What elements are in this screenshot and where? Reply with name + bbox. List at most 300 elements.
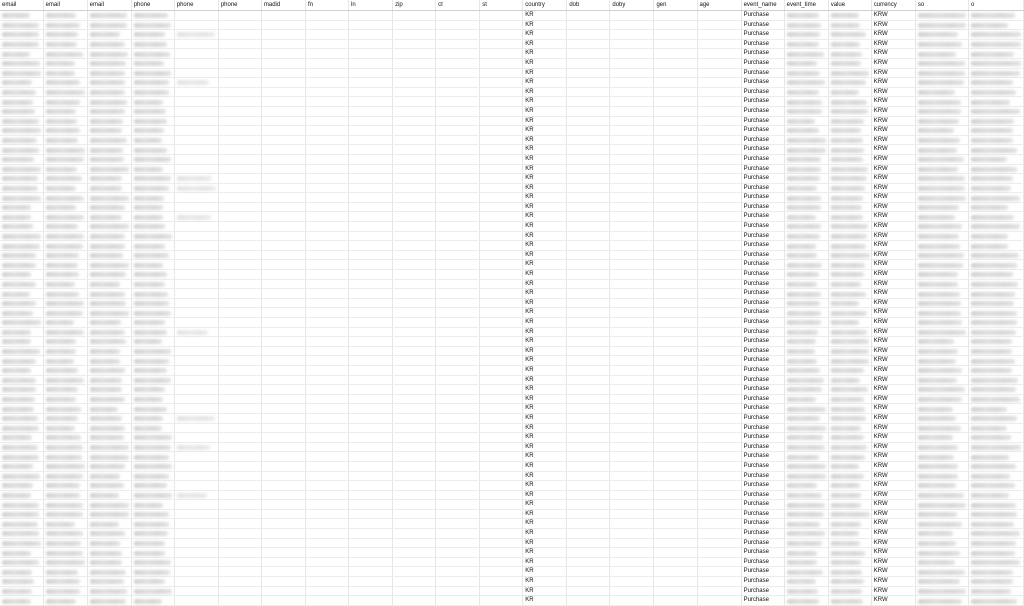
cell-currency[interactable]: KRW	[871, 260, 915, 270]
cell-fn[interactable]	[305, 500, 348, 510]
cell-event_time[interactable]	[784, 212, 828, 222]
cell-currency[interactable]: KRW	[871, 298, 915, 308]
cell-madid[interactable]	[261, 413, 305, 423]
cell-fn[interactable]	[305, 202, 348, 212]
cell-ct[interactable]	[436, 308, 480, 318]
cell-ln[interactable]	[349, 222, 393, 232]
cell-age[interactable]	[697, 461, 741, 471]
cell-event_name[interactable]: Purchase	[741, 78, 784, 88]
cell-event_name[interactable]: Purchase	[741, 212, 784, 222]
cell-st[interactable]	[480, 202, 523, 212]
cell-currency[interactable]: KRW	[871, 442, 915, 452]
cell-country[interactable]: KR	[523, 30, 567, 40]
cell-zip[interactable]	[393, 68, 436, 78]
cell-email3[interactable]	[87, 481, 131, 491]
cell-phone2[interactable]	[174, 289, 218, 299]
cell-email3[interactable]	[87, 596, 131, 606]
cell-dob[interactable]	[567, 212, 610, 222]
cell-doby[interactable]	[610, 586, 654, 596]
cell-madid[interactable]	[261, 548, 305, 558]
cell-st[interactable]	[480, 20, 523, 30]
cell-doby[interactable]	[610, 154, 654, 164]
cell-gen[interactable]	[654, 365, 697, 375]
cell-email3[interactable]	[87, 490, 131, 500]
cell-phone1[interactable]	[131, 58, 174, 68]
cell-email1[interactable]	[0, 318, 43, 328]
cell-madid[interactable]	[261, 375, 305, 385]
cell-event_time[interactable]	[784, 346, 828, 356]
cell-phone1[interactable]	[131, 596, 174, 606]
cell-st[interactable]	[480, 87, 523, 97]
cell-madid[interactable]	[261, 279, 305, 289]
cell-email3[interactable]	[87, 346, 131, 356]
cell-st[interactable]	[480, 413, 523, 423]
cell-phone3[interactable]	[218, 231, 261, 241]
cell-doby[interactable]	[610, 557, 654, 567]
cell-event_name[interactable]: Purchase	[741, 11, 784, 21]
cell-phone1[interactable]	[131, 116, 174, 126]
cell-phone1[interactable]	[131, 586, 174, 596]
cell-madid[interactable]	[261, 394, 305, 404]
cell-o[interactable]	[968, 548, 1023, 558]
cell-st[interactable]	[480, 164, 523, 174]
cell-phone1[interactable]	[131, 39, 174, 49]
cell-value[interactable]	[828, 270, 871, 280]
cell-event_name[interactable]: Purchase	[741, 567, 784, 577]
cell-phone1[interactable]	[131, 231, 174, 241]
cell-value[interactable]	[828, 87, 871, 97]
cell-gen[interactable]	[654, 212, 697, 222]
cell-phone1[interactable]	[131, 423, 174, 433]
cell-event_name[interactable]: Purchase	[741, 461, 784, 471]
cell-currency[interactable]: KRW	[871, 97, 915, 107]
column-header-st[interactable]: st	[480, 0, 523, 11]
cell-fn[interactable]	[305, 250, 348, 260]
cell-zip[interactable]	[393, 356, 436, 366]
cell-phone2[interactable]	[174, 461, 218, 471]
cell-country[interactable]: KR	[523, 481, 567, 491]
cell-age[interactable]	[697, 442, 741, 452]
cell-phone3[interactable]	[218, 433, 261, 443]
cell-value[interactable]	[828, 365, 871, 375]
cell-gen[interactable]	[654, 145, 697, 155]
cell-email3[interactable]	[87, 461, 131, 471]
cell-country[interactable]: KR	[523, 337, 567, 347]
cell-email1[interactable]	[0, 356, 43, 366]
cell-fn[interactable]	[305, 586, 348, 596]
cell-dob[interactable]	[567, 529, 610, 539]
cell-email1[interactable]	[0, 519, 43, 529]
cell-country[interactable]: KR	[523, 385, 567, 395]
cell-fn[interactable]	[305, 481, 348, 491]
cell-event_time[interactable]	[784, 337, 828, 347]
cell-dob[interactable]	[567, 39, 610, 49]
cell-phone3[interactable]	[218, 106, 261, 116]
cell-madid[interactable]	[261, 202, 305, 212]
cell-phone3[interactable]	[218, 413, 261, 423]
cell-phone1[interactable]	[131, 365, 174, 375]
cell-madid[interactable]	[261, 327, 305, 337]
cell-currency[interactable]: KRW	[871, 11, 915, 21]
cell-phone3[interactable]	[218, 193, 261, 203]
cell-event_name[interactable]: Purchase	[741, 164, 784, 174]
cell-o[interactable]	[968, 394, 1023, 404]
cell-email2[interactable]	[43, 308, 87, 318]
cell-phone3[interactable]	[218, 212, 261, 222]
cell-phone2[interactable]	[174, 433, 218, 443]
cell-event_name[interactable]: Purchase	[741, 509, 784, 519]
cell-event_name[interactable]: Purchase	[741, 279, 784, 289]
cell-zip[interactable]	[393, 174, 436, 184]
cell-currency[interactable]: KRW	[871, 164, 915, 174]
cell-fn[interactable]	[305, 327, 348, 337]
cell-o[interactable]	[968, 183, 1023, 193]
cell-ct[interactable]	[436, 337, 480, 347]
cell-zip[interactable]	[393, 116, 436, 126]
cell-email3[interactable]	[87, 135, 131, 145]
column-header-email2[interactable]: email	[43, 0, 87, 11]
cell-phone2[interactable]	[174, 30, 218, 40]
cell-phone2[interactable]	[174, 481, 218, 491]
cell-so[interactable]	[915, 413, 968, 423]
cell-so[interactable]	[915, 471, 968, 481]
cell-event_name[interactable]: Purchase	[741, 241, 784, 251]
cell-country[interactable]: KR	[523, 413, 567, 423]
cell-event_time[interactable]	[784, 298, 828, 308]
cell-zip[interactable]	[393, 519, 436, 529]
cell-event_time[interactable]	[784, 318, 828, 328]
cell-ln[interactable]	[349, 145, 393, 155]
cell-o[interactable]	[968, 318, 1023, 328]
cell-value[interactable]	[828, 385, 871, 395]
cell-email3[interactable]	[87, 231, 131, 241]
column-header-age[interactable]: age	[697, 0, 741, 11]
cell-st[interactable]	[480, 49, 523, 59]
cell-phone1[interactable]	[131, 385, 174, 395]
cell-fn[interactable]	[305, 260, 348, 270]
column-header-so[interactable]: so	[915, 0, 968, 11]
cell-phone1[interactable]	[131, 356, 174, 366]
cell-ct[interactable]	[436, 289, 480, 299]
cell-value[interactable]	[828, 490, 871, 500]
cell-event_name[interactable]: Purchase	[741, 327, 784, 337]
cell-dob[interactable]	[567, 548, 610, 558]
cell-o[interactable]	[968, 260, 1023, 270]
cell-ln[interactable]	[349, 318, 393, 328]
cell-fn[interactable]	[305, 490, 348, 500]
cell-phone3[interactable]	[218, 174, 261, 184]
cell-phone1[interactable]	[131, 490, 174, 500]
cell-ln[interactable]	[349, 270, 393, 280]
cell-value[interactable]	[828, 193, 871, 203]
cell-doby[interactable]	[610, 327, 654, 337]
cell-gen[interactable]	[654, 481, 697, 491]
cell-email2[interactable]	[43, 49, 87, 59]
cell-currency[interactable]: KRW	[871, 337, 915, 347]
cell-o[interactable]	[968, 423, 1023, 433]
cell-gen[interactable]	[654, 433, 697, 443]
cell-phone1[interactable]	[131, 126, 174, 136]
cell-ct[interactable]	[436, 212, 480, 222]
cell-o[interactable]	[968, 270, 1023, 280]
cell-event_name[interactable]: Purchase	[741, 519, 784, 529]
cell-so[interactable]	[915, 11, 968, 21]
cell-doby[interactable]	[610, 49, 654, 59]
cell-currency[interactable]: KRW	[871, 174, 915, 184]
cell-phone3[interactable]	[218, 58, 261, 68]
cell-ct[interactable]	[436, 58, 480, 68]
cell-phone2[interactable]	[174, 212, 218, 222]
cell-doby[interactable]	[610, 375, 654, 385]
cell-phone1[interactable]	[131, 241, 174, 251]
cell-email1[interactable]	[0, 260, 43, 270]
cell-fn[interactable]	[305, 509, 348, 519]
cell-age[interactable]	[697, 30, 741, 40]
cell-phone3[interactable]	[218, 365, 261, 375]
cell-phone3[interactable]	[218, 250, 261, 260]
cell-email1[interactable]	[0, 87, 43, 97]
cell-doby[interactable]	[610, 423, 654, 433]
cell-country[interactable]: KR	[523, 375, 567, 385]
cell-event_time[interactable]	[784, 538, 828, 548]
cell-currency[interactable]: KRW	[871, 116, 915, 126]
cell-event_name[interactable]: Purchase	[741, 193, 784, 203]
cell-st[interactable]	[480, 289, 523, 299]
cell-country[interactable]: KR	[523, 557, 567, 567]
cell-value[interactable]	[828, 548, 871, 558]
cell-event_time[interactable]	[784, 452, 828, 462]
cell-st[interactable]	[480, 308, 523, 318]
cell-event_time[interactable]	[784, 97, 828, 107]
cell-email1[interactable]	[0, 586, 43, 596]
column-header-gen[interactable]: gen	[654, 0, 697, 11]
cell-ln[interactable]	[349, 567, 393, 577]
cell-email3[interactable]	[87, 174, 131, 184]
cell-dob[interactable]	[567, 413, 610, 423]
cell-doby[interactable]	[610, 308, 654, 318]
cell-phone2[interactable]	[174, 20, 218, 30]
cell-madid[interactable]	[261, 298, 305, 308]
cell-phone3[interactable]	[218, 183, 261, 193]
cell-ln[interactable]	[349, 174, 393, 184]
cell-value[interactable]	[828, 529, 871, 539]
cell-event_time[interactable]	[784, 39, 828, 49]
cell-zip[interactable]	[393, 500, 436, 510]
cell-email2[interactable]	[43, 97, 87, 107]
cell-o[interactable]	[968, 519, 1023, 529]
cell-ct[interactable]	[436, 509, 480, 519]
cell-country[interactable]: KR	[523, 433, 567, 443]
cell-gen[interactable]	[654, 308, 697, 318]
cell-currency[interactable]: KRW	[871, 202, 915, 212]
cell-value[interactable]	[828, 164, 871, 174]
cell-ct[interactable]	[436, 154, 480, 164]
cell-country[interactable]: KR	[523, 202, 567, 212]
cell-dob[interactable]	[567, 87, 610, 97]
cell-event_name[interactable]: Purchase	[741, 308, 784, 318]
cell-o[interactable]	[968, 557, 1023, 567]
cell-zip[interactable]	[393, 365, 436, 375]
cell-age[interactable]	[697, 116, 741, 126]
cell-phone2[interactable]	[174, 87, 218, 97]
cell-event_time[interactable]	[784, 222, 828, 232]
cell-age[interactable]	[697, 164, 741, 174]
cell-age[interactable]	[697, 20, 741, 30]
cell-phone2[interactable]	[174, 356, 218, 366]
cell-doby[interactable]	[610, 212, 654, 222]
cell-gen[interactable]	[654, 58, 697, 68]
cell-gen[interactable]	[654, 260, 697, 270]
cell-event_name[interactable]: Purchase	[741, 413, 784, 423]
cell-fn[interactable]	[305, 394, 348, 404]
cell-currency[interactable]: KRW	[871, 30, 915, 40]
cell-ln[interactable]	[349, 327, 393, 337]
cell-email3[interactable]	[87, 529, 131, 539]
cell-ln[interactable]	[349, 481, 393, 491]
cell-zip[interactable]	[393, 298, 436, 308]
cell-dob[interactable]	[567, 385, 610, 395]
cell-email3[interactable]	[87, 212, 131, 222]
cell-phone1[interactable]	[131, 49, 174, 59]
cell-currency[interactable]: KRW	[871, 557, 915, 567]
cell-phone3[interactable]	[218, 538, 261, 548]
cell-fn[interactable]	[305, 289, 348, 299]
cell-fn[interactable]	[305, 145, 348, 155]
cell-ct[interactable]	[436, 126, 480, 136]
cell-phone3[interactable]	[218, 346, 261, 356]
cell-currency[interactable]: KRW	[871, 433, 915, 443]
cell-o[interactable]	[968, 461, 1023, 471]
cell-email2[interactable]	[43, 279, 87, 289]
cell-st[interactable]	[480, 519, 523, 529]
cell-event_name[interactable]: Purchase	[741, 106, 784, 116]
cell-so[interactable]	[915, 222, 968, 232]
cell-phone2[interactable]	[174, 337, 218, 347]
column-header-event_name[interactable]: event_name	[741, 0, 784, 11]
cell-email2[interactable]	[43, 30, 87, 40]
cell-email1[interactable]	[0, 39, 43, 49]
cell-doby[interactable]	[610, 298, 654, 308]
cell-doby[interactable]	[610, 596, 654, 606]
cell-country[interactable]: KR	[523, 135, 567, 145]
cell-st[interactable]	[480, 318, 523, 328]
cell-o[interactable]	[968, 145, 1023, 155]
cell-ln[interactable]	[349, 126, 393, 136]
cell-country[interactable]: KR	[523, 308, 567, 318]
cell-email3[interactable]	[87, 365, 131, 375]
cell-so[interactable]	[915, 30, 968, 40]
cell-o[interactable]	[968, 97, 1023, 107]
cell-zip[interactable]	[393, 135, 436, 145]
cell-madid[interactable]	[261, 11, 305, 21]
cell-phone1[interactable]	[131, 11, 174, 21]
cell-zip[interactable]	[393, 145, 436, 155]
cell-st[interactable]	[480, 126, 523, 136]
cell-zip[interactable]	[393, 490, 436, 500]
cell-so[interactable]	[915, 394, 968, 404]
cell-event_name[interactable]: Purchase	[741, 97, 784, 107]
cell-fn[interactable]	[305, 423, 348, 433]
column-header-phone1[interactable]: phone	[131, 0, 174, 11]
cell-st[interactable]	[480, 423, 523, 433]
cell-gen[interactable]	[654, 356, 697, 366]
cell-email2[interactable]	[43, 164, 87, 174]
cell-event_name[interactable]: Purchase	[741, 394, 784, 404]
cell-phone1[interactable]	[131, 509, 174, 519]
cell-fn[interactable]	[305, 97, 348, 107]
cell-fn[interactable]	[305, 538, 348, 548]
cell-ln[interactable]	[349, 337, 393, 347]
cell-zip[interactable]	[393, 193, 436, 203]
cell-event_name[interactable]: Purchase	[741, 298, 784, 308]
cell-email3[interactable]	[87, 289, 131, 299]
cell-email3[interactable]	[87, 183, 131, 193]
cell-email2[interactable]	[43, 202, 87, 212]
cell-email1[interactable]	[0, 174, 43, 184]
cell-value[interactable]	[828, 586, 871, 596]
cell-country[interactable]: KR	[523, 154, 567, 164]
cell-event_time[interactable]	[784, 202, 828, 212]
cell-madid[interactable]	[261, 212, 305, 222]
cell-event_name[interactable]: Purchase	[741, 375, 784, 385]
cell-gen[interactable]	[654, 471, 697, 481]
cell-phone3[interactable]	[218, 39, 261, 49]
cell-email1[interactable]	[0, 538, 43, 548]
cell-st[interactable]	[480, 375, 523, 385]
cell-country[interactable]: KR	[523, 231, 567, 241]
cell-madid[interactable]	[261, 145, 305, 155]
cell-phone1[interactable]	[131, 135, 174, 145]
cell-so[interactable]	[915, 577, 968, 587]
cell-event_name[interactable]: Purchase	[741, 154, 784, 164]
cell-event_name[interactable]: Purchase	[741, 183, 784, 193]
cell-phone2[interactable]	[174, 39, 218, 49]
cell-country[interactable]: KR	[523, 68, 567, 78]
cell-zip[interactable]	[393, 318, 436, 328]
cell-ct[interactable]	[436, 548, 480, 558]
cell-gen[interactable]	[654, 30, 697, 40]
cell-o[interactable]	[968, 375, 1023, 385]
cell-currency[interactable]: KRW	[871, 327, 915, 337]
cell-value[interactable]	[828, 58, 871, 68]
cell-event_name[interactable]: Purchase	[741, 529, 784, 539]
cell-currency[interactable]: KRW	[871, 385, 915, 395]
cell-event_time[interactable]	[784, 413, 828, 423]
cell-value[interactable]	[828, 289, 871, 299]
cell-ln[interactable]	[349, 394, 393, 404]
cell-event_name[interactable]: Purchase	[741, 174, 784, 184]
cell-email2[interactable]	[43, 365, 87, 375]
cell-ln[interactable]	[349, 183, 393, 193]
cell-event_time[interactable]	[784, 49, 828, 59]
cell-currency[interactable]: KRW	[871, 548, 915, 558]
cell-so[interactable]	[915, 260, 968, 270]
cell-phone3[interactable]	[218, 375, 261, 385]
cell-gen[interactable]	[654, 346, 697, 356]
cell-email1[interactable]	[0, 481, 43, 491]
cell-gen[interactable]	[654, 529, 697, 539]
cell-fn[interactable]	[305, 356, 348, 366]
cell-st[interactable]	[480, 39, 523, 49]
cell-phone1[interactable]	[131, 289, 174, 299]
cell-email1[interactable]	[0, 394, 43, 404]
cell-ct[interactable]	[436, 471, 480, 481]
cell-so[interactable]	[915, 490, 968, 500]
cell-email3[interactable]	[87, 298, 131, 308]
cell-value[interactable]	[828, 404, 871, 414]
cell-event_time[interactable]	[784, 106, 828, 116]
cell-madid[interactable]	[261, 346, 305, 356]
